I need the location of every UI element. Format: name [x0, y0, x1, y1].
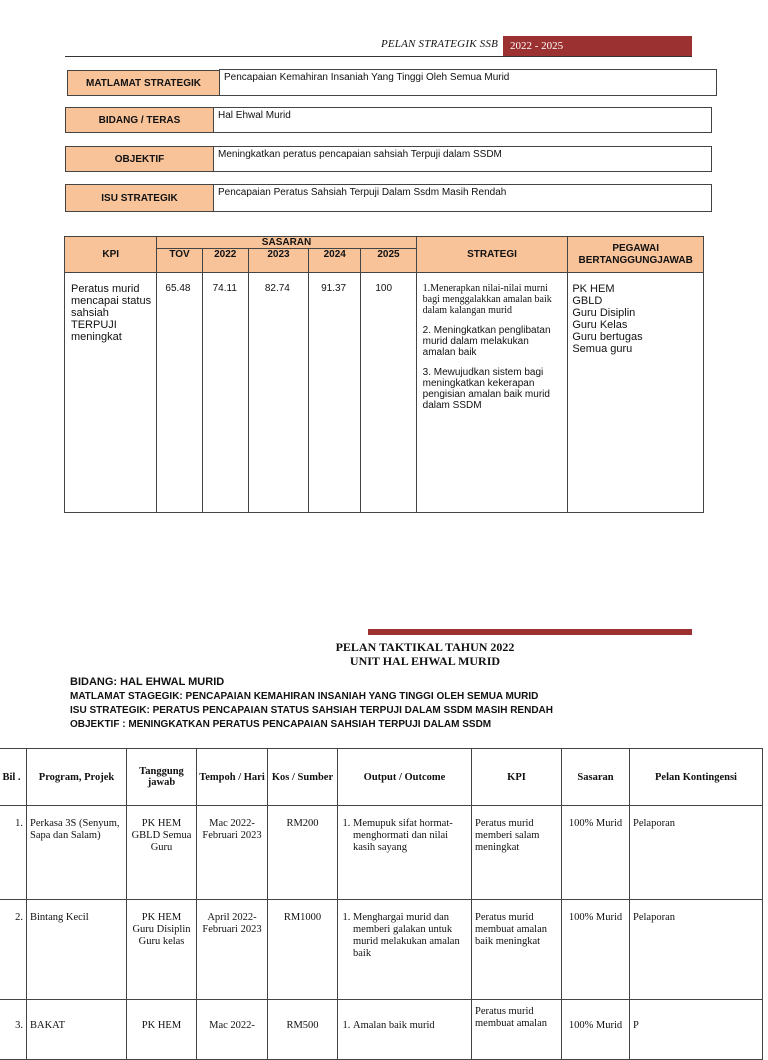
taktikal-objektif: OBJEKTIF : MENINGKATKAN PERATUS PENCAPAIAN SAHSIAH TERPUJI DALAM SSDM [70, 719, 492, 730]
row-kpi: Peratus murid membuat amalan [472, 1000, 562, 1060]
row-kos: RM200 [268, 806, 338, 900]
row-program: Perkasa 3S (Senyum, Sapa dan Salam) [27, 806, 127, 900]
pegawai-item: GBLD [572, 295, 603, 307]
col-tempoh: Tempoh / Hari [197, 749, 268, 806]
row-bil: 2. [0, 900, 27, 1000]
row-kos: RM500 [268, 1000, 338, 1060]
strategi-header: STRATEGI [416, 237, 568, 273]
pegawai-item: Guru bertugas [572, 331, 643, 343]
matlamat-label: MATLAMAT STRATEGIK [67, 70, 220, 96]
row-output [338, 900, 472, 1000]
year-header: 2022 [202, 249, 248, 273]
taktikal-matlamat: MATLAMAT STAGEGIK: PENCAPAIAN KEMAHIRAN INSANIAH YANG TINGGI OLEH SEMUA MURID [70, 691, 539, 702]
tov-value: 65.48 [157, 273, 202, 513]
header-divider [65, 56, 692, 57]
row-program: BAKAT [27, 1000, 127, 1060]
taktikal-table [0, 748, 763, 1060]
page2-header-bar [368, 629, 692, 635]
col-program: Program, Projek [27, 749, 127, 806]
year-header: 2024 [309, 249, 361, 273]
bidang-value: Hal Ehwal Murid [213, 107, 712, 133]
pegawai-item: PK HEM [572, 283, 615, 295]
row-bil: 3. [0, 1000, 27, 1060]
col-kos: Kos / Sumber [268, 749, 338, 806]
table-row [0, 806, 763, 900]
table-row [0, 900, 763, 1000]
col-sasaran: Sasaran [562, 749, 630, 806]
col-output: Output / Outcome [338, 749, 472, 806]
objektif-label: OBJEKTIF [65, 146, 214, 172]
row-output [338, 806, 472, 900]
row-pelan: Pelaporan [630, 806, 763, 900]
strategi-list [416, 273, 568, 513]
row-tanggungjawab: PK HEM Guru Disiplin Guru kelas [127, 900, 197, 1000]
kpi-header: KPI [65, 237, 157, 273]
taktikal-subtitle: UNIT HAL EHWAL MURID [349, 654, 501, 668]
output-item: 1. Menghargai murid dan memberi galakan untuk murid melakukan amalan baik [353, 912, 468, 960]
year-header: 2025 [361, 249, 416, 273]
kpi-table [64, 236, 704, 513]
row-tempoh: April 2022- Februari 2023 [197, 900, 268, 1000]
row-tempoh: Mac 2022- [197, 1000, 268, 1060]
row-sasaran: 100% Murid [562, 806, 630, 900]
pegawai-item: Guru Disiplin [572, 307, 636, 319]
row-pelan: P [630, 1000, 763, 1060]
row-kpi: Peratus murid memberi salam meningkat [472, 806, 562, 900]
matlamat-value: Pencapaian Kemahiran Insaniah Yang Tinggi Oleh Semua Murid [219, 69, 717, 96]
target-2023: 82.74 [248, 273, 308, 513]
col-tanggungjawab: Tanggung jawab [127, 749, 197, 806]
row-tanggungjawab: PK HEM [127, 1000, 197, 1060]
row-kpi: Peratus murid membuat amalan baik meningkat [472, 900, 562, 1000]
target-2025: 100 [361, 273, 416, 513]
plan-title: PELAN STRATEGIK SSB [380, 38, 498, 50]
year-range-badge: 2022 - 2025 [503, 36, 692, 56]
row-sasaran: 100% Murid [562, 900, 630, 1000]
sasaran-header: SASARAN [157, 237, 416, 249]
pegawai-item: Semua guru [572, 343, 633, 355]
col-bil: Bil . [0, 749, 27, 806]
kpi-description: Peratus murid mencapai status sahsiah TERPUJI meningkat [65, 273, 157, 513]
row-bil: 1. [0, 806, 27, 900]
strategi-item: 1.Menerapkan nilai-nilai murni bagi menggalakkan amalan baik dalam kalangan murid [422, 283, 552, 316]
year-header: TOV [157, 249, 202, 273]
col-kpi: KPI [472, 749, 562, 806]
taktikal-isu: ISU STRATEGIK: PERATUS PENCAPAIAN STATUS SAHSIAH TERPUJI DALAM SSDM MASIH RENDAH [70, 705, 553, 716]
row-program: Bintang Kecil [27, 900, 127, 1000]
table-row [0, 1000, 763, 1060]
taktikal-title: PELAN TAKTIKAL TAHUN 2022 [335, 640, 515, 654]
output-item: 1. Amalan baik murid [353, 1020, 468, 1032]
pegawai-item: Guru Kelas [572, 319, 628, 331]
bidang-label: BIDANG / TERAS [65, 107, 214, 133]
col-pelan: Pelan Kontingensi [630, 749, 763, 806]
row-tempoh: Mac 2022- Februari 2023 [197, 806, 268, 900]
objektif-value: Meningkatkan peratus pencapaian sahsiah Terpuji dalam SSDM [213, 146, 712, 172]
pegawai-list [568, 273, 704, 513]
kpi-row [65, 273, 704, 513]
row-output [338, 1000, 472, 1060]
isu-strategik-value: Pencapaian Peratus Sahsiah Terpuji Dalam Ssdm Masih Rendah [213, 184, 712, 212]
row-tanggungjawab: PK HEM GBLD Semua Guru [127, 806, 197, 900]
row-pelan: Pelaporan [630, 900, 763, 1000]
taktikal-bidang: BIDANG: HAL EHWAL MURID [70, 676, 225, 688]
strategi-item: 3. Mewujudkan sistem bagi meningkatkan kekerapan pengisian amalan baik murid dalam SSDM [422, 367, 550, 411]
year-header: 2023 [248, 249, 308, 273]
isu-strategik-label: ISU STRATEGIK [65, 184, 214, 212]
row-kos: RM1000 [268, 900, 338, 1000]
strategi-item: 2. Meningkatkan penglibatan murid dalam melakukan amalan baik [422, 325, 551, 358]
target-2022: 74.11 [202, 273, 248, 513]
target-2024: 91.37 [309, 273, 361, 513]
pegawai-header: PEGAWAI BERTANGGUNGJAWAB [568, 237, 704, 273]
row-sasaran: 100% Murid [562, 1000, 630, 1060]
output-item: 1. Memupuk sifat hormat-menghormati dan nilai kasih sayang [353, 818, 468, 854]
